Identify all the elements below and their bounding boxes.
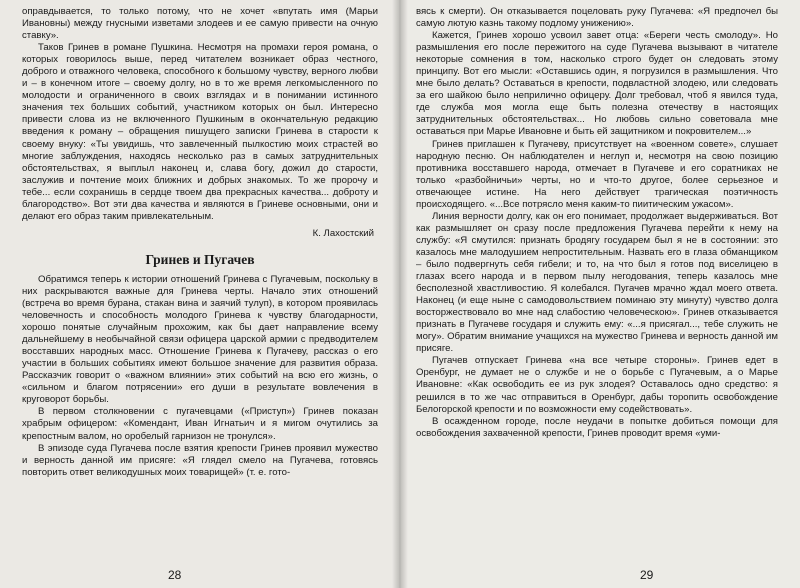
paragraph: Таков Гринев в романе Пушкина. Несмотря на промахи героя романа, о которых говорилось выше, перед читателем возникает образ честного, доброго и отважного человека, способного к большому чувству, верного любви и – в конечном итоге – своему долгу, но в то же время легкомысленного по молодости и ограниченного в своих взглядах и в понимании истинного значения тех больших событий, участником которых он был. Интересно привести слова из не включенного Пушкиным в окончательную редакцию введения к роману – обращения пишущего записки Гринева в старости к своему внуку: «Ты увидишь, что завлеченный пылкостию моих страстей во многие заблуждения, находясь несколько раз в самых затруднительных обстоятельствах, я выплыл наконец и, слава богу, дожил до старости, заслужив и почтение моих ближних и добрых знакомых. То же пророчу и тебе... если сохранишь в сердце твоем два прекрасных качества... доброту и благородство». Вот эти два качества и являются в Гриневе основными, они и делают его образ таким привлекательным. (22, 42, 378, 222)
right-page (400, 0, 800, 588)
paragraph: Пугачев отпускает Гринева «на все четыре стороны». Гринев едет в Оренбург, не думает не о службе и не о борьбе с Пугачевым, а о Марье Ивановне: «Как освободить ее из рук злодея? Оставалось одно средство: я решился в то же час отправиться в Оренбург, дабы торопить освобождение Белогорской крепости и по возможности ему содействовать». (416, 355, 778, 415)
paragraph: Линия верности долгу, как он его понимает, продолжает выдерживаться. Вот как размышляет он сразу после предложения Пугачева перейти к нему на службу: «Я смутился: признать бродягу государем был я не в состоянии: это казалось мне малодушием непростительным. Назвать его в глаза обманщиком – было подвергнуть себя гибели; и то, на что был я готов под виселицею в глазах всего народа и в первом пылу негодования, теперь казалось мне бесполезной хвастливостию. Я колебался. Пугачев мрачно ждал моего ответа. Наконец (и еще ныне с самодовольствием поминаю эту минуту) чувство долга восторжествовало во мне над слабостию человеческою». Гринев отказывается признать в Пугачеве государя и служить ему: «...я присягал..., тебе служить не могу». Обратим внимание учащихся на мужество Гринева и верность данной им присяге. (416, 210, 778, 355)
left-page-text (22, 6, 378, 479)
left-bottom-paragraphs (22, 274, 378, 479)
right-paragraphs (416, 6, 778, 440)
paragraph: Кажется, Гринев хорошо усвоил завет отца: «Береги честь смолоду». Но размышления его после пережитого на суде Пугачева вызывают в читателе некоторые сомнения в том, насколько строго будет он следовать этому принципу. Вот его мысли: «Оставшись один, я погрузился в размышления. Что мне было делать? Оставаться в крепости, подвластной злодею, или следовать за его шайкою было неприлично офицеру. Долг требовал, чтоб я явился туда, где служба моя могла еще быть полезна отечеству в настоящих затруднительных обстоятельствах... Но любовь сильно советовала мне оставаться при Марье Ивановне и быть ей защитником и покровителем...» (416, 30, 778, 138)
book-gutter (392, 0, 408, 588)
page-number-left: 28 (168, 568, 182, 582)
left-top-paragraphs (22, 6, 378, 223)
paragraph: оправдывается, то только потому, что не хочет «впутать имя (Марьи Ивановны) между гнусными изветами злодеев и ее самую привести на очную ставку». (22, 6, 378, 42)
paragraph: В первом столкновении с пугачевцами («Приступ») Гринев показан храбрым офицером: «Комендант, Иван Игнатьич и я мигом очутились за крепостным валом, но оробелый гарнизон не тронулся». (22, 406, 378, 442)
paragraph: Обратимся теперь к истории отношений Гринева с Пугачевым, поскольку в них раскрываются важные для Гринева черты. Начало этих отношений (встреча во время бурана, стакан вина и заячий тулуп), в котором проявилась человечность и способность молодого Гринева к чувству благодарности, хорошо понятые случайным прохожим, как бы дает направление всему дальнейшему в необычайной связи офицера царской армии с предводителем восставших народных масс. Отношение Гринева к Пугачеву, рассказ о его участии в больших событиях имеют большое значение для развития образа. Рассказчик говорит о «важном влиянии» этих событий на всю его жизнь, о «сильном и благом потрясении» его души в результате вовлечения в круговорот борьбы. (22, 273, 378, 406)
paragraph: Гринев приглашен к Пугачеву, присутствует на «военном совете», слушает народную песню. Он наблюдателен и неглуп и, несмотря на свою позицию противника восставшего народа, отмечает в Пугачеве и его соратниках не только «разбойничьи» черты, но и что-то другое, более серьезное и отвечающее истине. На него действует трагическая поэтичность происходящего. «...Все потрясло меня каким-то пиитическим ужасом». (416, 138, 778, 210)
paragraph: В осажденном городе, после неудачи в попытке добиться помощи для освобождения захваченной крепости, Гринев проводит время «уми- (416, 415, 778, 439)
paragraph: В эпизоде суда Пугачева после взятия крепости Гринев проявил мужество и верность данной им присяге: «Я глядел смело на Пугачева, готовясь повторить ответ великодушных моих товарищей» (т. е. гото- (22, 442, 378, 478)
page-number-right: 29 (640, 568, 654, 582)
right-page-text (416, 6, 778, 440)
section-heading: Гринев и Пугачев (145, 251, 255, 267)
author-signature: К. Лахостский (312, 227, 374, 239)
paragraph: вясь к смерти). Он отказывается поцеловать руку Пугачева: «Я предпочел бы самую лютую казнь такому подлому унижению». (416, 6, 778, 30)
